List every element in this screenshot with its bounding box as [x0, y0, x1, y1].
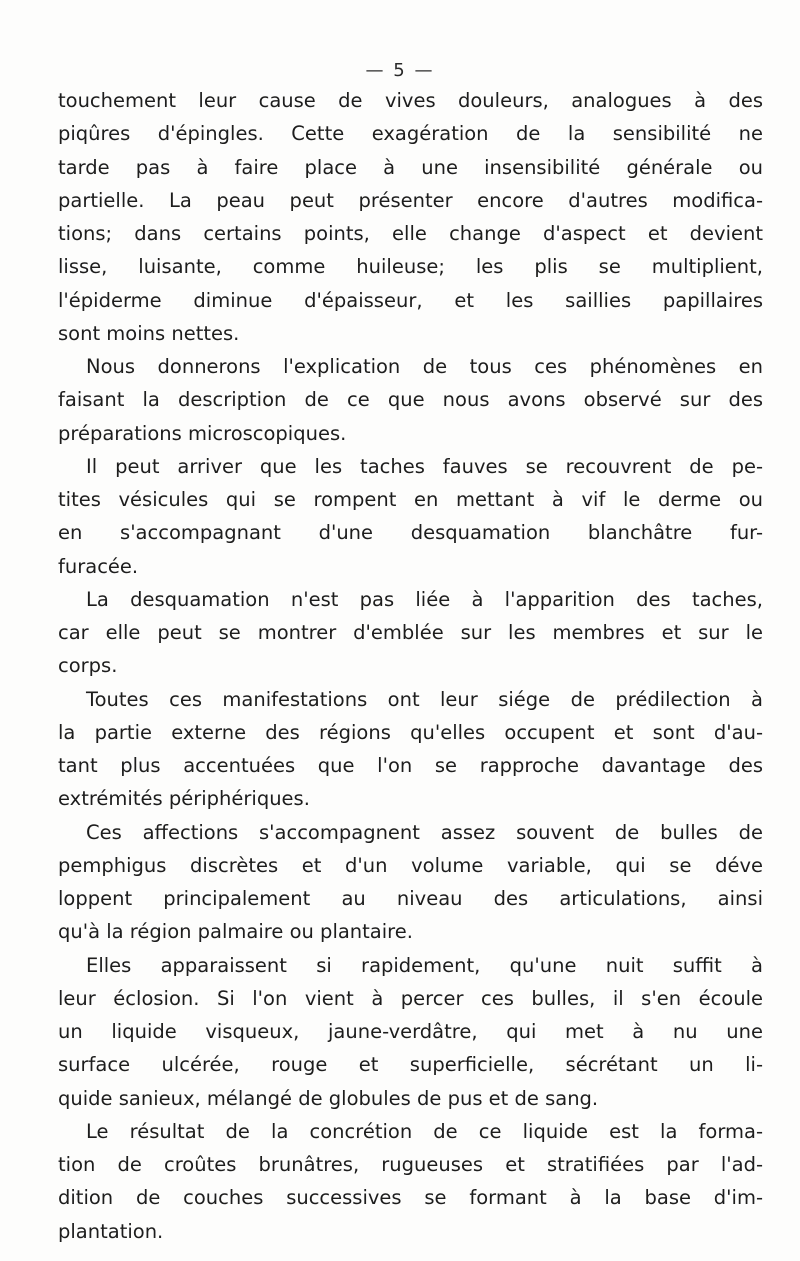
text-line: Toutes ces manifestations ont leur siége de prédilection à — [86, 687, 763, 711]
text-line: qu'à la région palmaire ou plantaire. — [58, 920, 413, 944]
text-line: Il peut arriver que les taches fauves se recouvrent de pe- — [86, 454, 763, 478]
text-line: préparations microscopiques. — [58, 421, 347, 445]
text-line: dition de couches successives se formant à la base d'im- — [58, 1186, 763, 1210]
text-line: furacée. — [58, 554, 139, 578]
page-number: — 5 — — [365, 60, 435, 81]
text-line: lisse, luisante, comme huileuse; les plis se multiplient, — [58, 255, 763, 279]
body-text — [58, 84, 763, 1248]
text-line: tites vésicules qui se rompent en mettant à vif le derme ou — [58, 488, 763, 511]
text-line: en s'accompagnant d'une desquamation blanchâtre fur- — [58, 521, 763, 545]
text-line: corps. — [58, 654, 118, 678]
text-line: pemphigus discrètes et d'un volume variable, qui se déve — [58, 853, 763, 877]
text-line: faisant la description de ce que nous avons observé sur des — [58, 388, 763, 412]
text-line: leur éclosion. Si l'on vient à percer ces bulles, il s'en écoule — [58, 986, 763, 1010]
text-line: car elle peut se montrer d'emblée sur les membres et sur le — [58, 621, 763, 644]
text-line: sont moins nettes. — [58, 321, 240, 345]
text-line: un liquide visqueux, jaune-verdâtre, qui met à nu une — [58, 1020, 763, 1043]
text-line: tion de croûtes brunâtres, rugueuses et stratifiées par l'ad- — [58, 1153, 763, 1176]
text-line: loppent principalement au niveau des articulations, ainsi — [58, 887, 763, 910]
text-line: tant plus accentuées que l'on se rapproche davantage des — [58, 754, 763, 777]
text-line: piqûres d'épingles. Cette exagération de la sensibilité ne — [58, 122, 763, 146]
text-line: touchement leur cause de vives douleurs, analogues à des — [58, 89, 763, 112]
text-line: plantation. — [58, 1219, 164, 1243]
text-line: surface ulcérée, rouge et superficielle, sécrétant un li- — [58, 1053, 763, 1077]
text-line: Le résultat de la concrétion de ce liquide est la forma- — [86, 1119, 763, 1143]
text-line: partielle. La peau peut présenter encore d'autres modifica- — [58, 188, 763, 212]
text-line: Elles apparaissent si rapidement, qu'une nuit suffit à — [86, 953, 763, 977]
text-line: tions; dans certains points, elle change d'aspect et devient — [58, 222, 763, 245]
text-line: la partie externe des régions qu'elles occupent et sont d'au- — [58, 720, 763, 744]
text-line: quide sanieux, mélangé de globules de pus et de sang. — [58, 1086, 599, 1110]
text-line: extrémités périphériques. — [58, 787, 310, 811]
text-line: tarde pas à faire place à une insensibilité générale ou — [58, 155, 763, 179]
text-line: Ces affections s'accompagnent assez souvent de bulles de — [86, 820, 763, 844]
text-line: La desquamation n'est pas liée à l'apparition des taches, — [86, 587, 763, 611]
text-line: l'épiderme diminue d'épaisseur, et les saillies papillaires — [58, 288, 763, 312]
text-line: Nous donnerons l'explication de tous ces phénomènes en — [86, 355, 763, 378]
